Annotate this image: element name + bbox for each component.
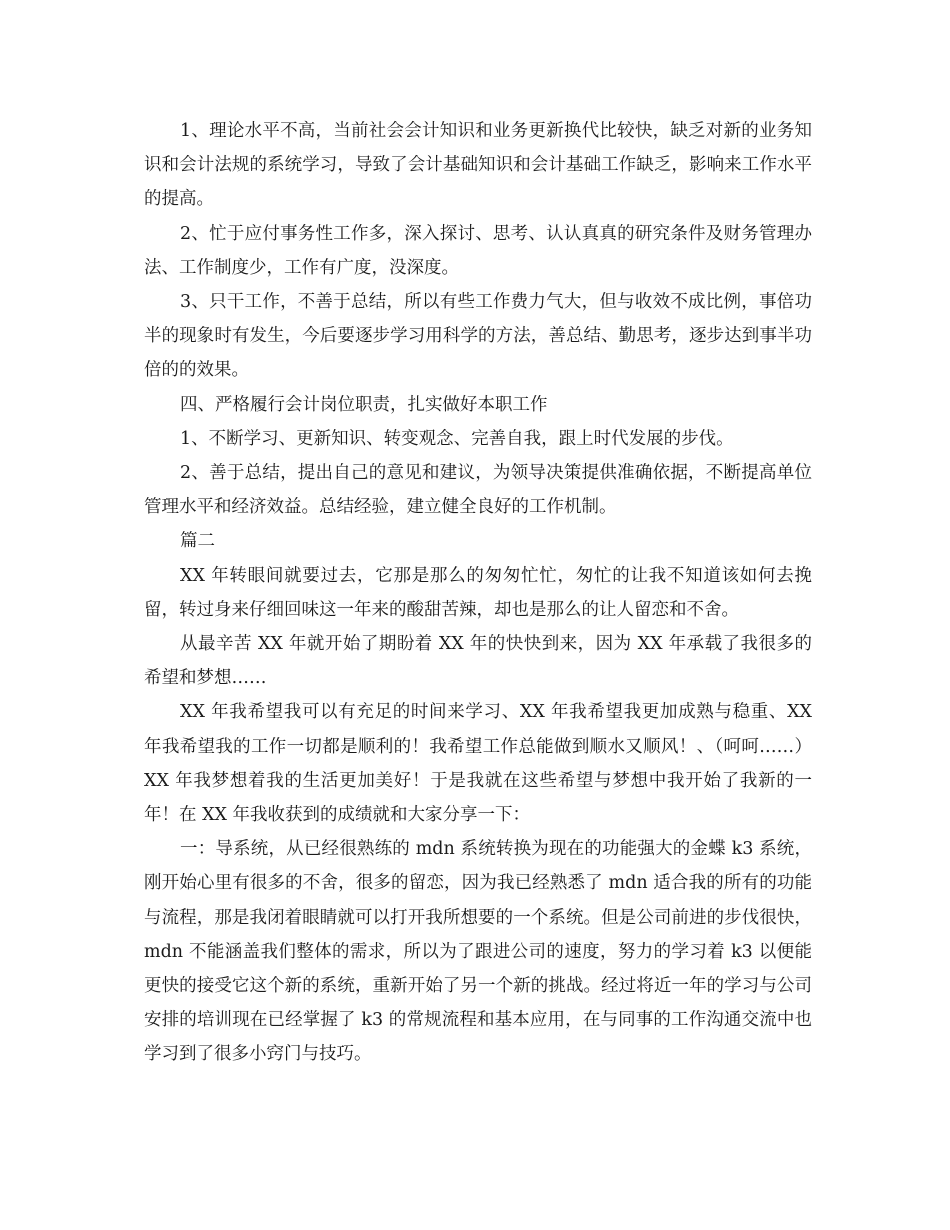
paragraph-weakness-2: 2、忙于应付事务性工作多，深入探讨、思考、认认真真的研究条件及财务管理办法、工作制度少，工作有广度，没深度。 — [144, 223, 812, 278]
section-heading-four: 四、严格履行会计岗位职责，扎实做好本职工作 — [180, 394, 548, 415]
paragraph-year-hopes: 从最辛苦 XX 年就开始了期盼着 XX 年的快快到来，因为 XX 年承载了我很多的希望和梦想…… — [144, 634, 812, 689]
document-body — [144, 114, 818, 1072]
paragraph-year-intro: XX 年转眼间就要过去，它那是那么的匆匆忙忙，匆忙的让我不知道该如何去挽留，转过身来仔细回味这一年来的酸甜苦辣，却也是那么的让人留恋和不舍。 — [144, 565, 812, 620]
paragraph-system-migration: 一：导系统，从已经很熟练的 mdn 系统转换为现在的功能强大的金蝶 k3 系统，刚开始心里有很多的不舍，很多的留恋，因为我已经熟悉了 mdn 适合我的所有的功能与流程，那是我闭着眼睛就可以打开我所想要的一个系统。但是公司前进的步伐很快，mdn 不能涵盖我们整体的需求，所以为了跟进公司的速度，努力的学习着 k3 以便能更快的接受它这个新的系统，重新开始了另一个新的挑战。经过将近一年的学习与公司安排的培训现在已经掌握了 k3 的常规流程和基本应用，在与同事的工作沟通交流中也学习到了很多小窍门与技巧。 — [144, 839, 812, 1065]
section-heading-part-two: 篇二 — [180, 531, 215, 552]
paragraph-duty-1: 1、不断学习、更新知识、转变观念、完善自我，跟上时代发展的步伐。 — [180, 428, 734, 449]
paragraph-year-wishes: XX 年我希望我可以有充足的时间来学习、XX 年我希望我更加成熟与稳重、XX 年我希望我的工作一切都是顺利的！我希望工作总能做到顺水又顺风！、（呵呵……）XX 年我梦想着我的生活更加美好！于是我就在这些希望与梦想中我开始了我新的一年！在 XX 年我收获到的成绩就和大家分享一下： — [144, 702, 818, 826]
paragraph-weakness-3: 3、只干工作，不善于总结，所以有些工作费力气大，但与收效不成比例，事倍功半的现象时有发生，今后要逐步学习用科学的方法，善总结、勤思考，逐步达到事半功倍的的效果。 — [144, 292, 812, 381]
paragraph-duty-2: 2、善于总结，提出自己的意见和建议，为领导决策提供准确依据，不断提高单位管理水平和经济效益。总结经验，建立健全良好的工作机制。 — [144, 463, 812, 518]
paragraph-weakness-1: 1、理论水平不高，当前社会会计知识和业务更新换代比较快，缺乏对新的业务知识和会计法规的系统学习，导致了会计基础知识和会计基础工作缺乏，影响来工作水平的提高。 — [144, 121, 812, 210]
